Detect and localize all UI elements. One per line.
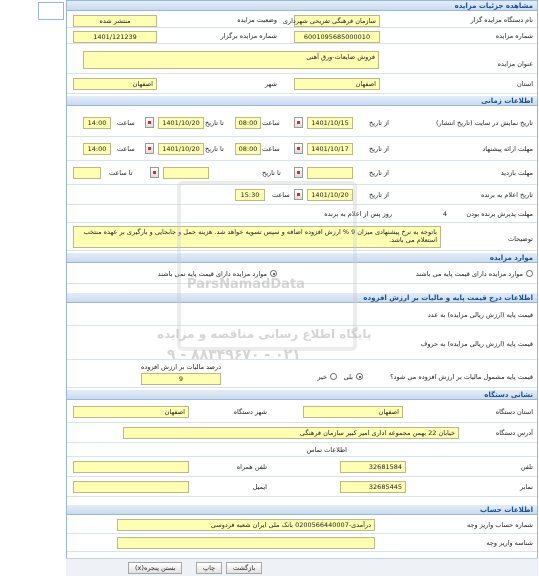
winner-time: 15:30 bbox=[235, 189, 265, 201]
desc-field: باتوجه به نرخ پیشنهادی میزان 9 % ارزش افزوده اضافه و سپس تسویه خواهد شد. هزینه حمل و جابجایی و بارگیری بر عهده منتخب استعلام می باشد. bbox=[73, 226, 441, 248]
number-label: شماره مزایده bbox=[495, 32, 533, 40]
offer-label: مهلت ارائه پیشنهاد bbox=[482, 145, 533, 153]
visit-from-date bbox=[307, 167, 353, 179]
visit-to-label: تا تاریخ bbox=[262, 169, 281, 177]
offer-to-date: 1401/10/20 bbox=[158, 143, 204, 155]
publish-to-time: 14:00 bbox=[83, 117, 111, 129]
agency-header: نشانی دستگاه bbox=[67, 390, 537, 400]
row-fax bbox=[67, 477, 537, 497]
mobile-label: تلفن همراه bbox=[236, 463, 267, 471]
watermark-stamp bbox=[177, 181, 357, 351]
detail-panel bbox=[66, 0, 538, 576]
account-number-field: درآمدی-0200566440007 بانک ملی ایران شعبه فردوسی bbox=[117, 519, 375, 531]
close-window-button[interactable]: بستن پنجره(x) bbox=[128, 562, 182, 574]
row-number bbox=[67, 28, 537, 44]
account-id-field bbox=[117, 537, 375, 549]
phone-field: 32681584 bbox=[340, 461, 406, 473]
price-num-label: قیمت پایه (ارزش ریالی مزایده) به عدد bbox=[427, 311, 533, 319]
agency-address-label: آدرس دستگاه bbox=[495, 429, 533, 437]
deadline-suffix: روز پس از اعلام به برنده bbox=[324, 210, 392, 218]
offer-from-label: از تاریخ bbox=[369, 145, 389, 153]
mobile-field bbox=[73, 461, 189, 473]
winner-date: 1401/10/20 bbox=[307, 189, 353, 201]
publish-from-label: از تاریخ bbox=[369, 119, 389, 127]
row-contact-title bbox=[67, 443, 537, 457]
agency-address-field: خیابان 22 بهمن مجموعه اداری امیر کبیر سازمان فرهنگی bbox=[123, 427, 459, 439]
city-field: اصفهان bbox=[73, 78, 157, 90]
winner-from-label: از تاریخ bbox=[369, 191, 389, 199]
row-publish bbox=[67, 107, 537, 137]
agency-city-label: شهر دستگاه bbox=[233, 408, 267, 416]
publish-to-label: تا تاریخ bbox=[205, 119, 224, 127]
subject-field: فروش ضایعات-ورق آهنی bbox=[83, 51, 379, 69]
desc-label: توضیحات bbox=[508, 235, 533, 243]
opt-has-base: موارد مزایده دارای قیمت پایه می باشند bbox=[415, 270, 523, 278]
timing-header: اطلاعات زمانی bbox=[67, 96, 537, 106]
publish-from-date: 1401/10/15 bbox=[307, 117, 353, 129]
province-field: اصفهان bbox=[294, 78, 380, 90]
corner-box bbox=[38, 2, 64, 20]
deadline-value: 4 bbox=[442, 210, 447, 218]
publish-to-date: 1401/10/20 bbox=[158, 117, 204, 129]
publish-from-time: 08:00 bbox=[235, 117, 261, 129]
fax-field: 32685445 bbox=[340, 481, 406, 493]
back-button[interactable]: بازگشت bbox=[226, 562, 262, 574]
org-field: سازمان فرهنگی تفریحی شهرداری bbox=[294, 15, 380, 27]
row-phone bbox=[67, 457, 537, 477]
reqnum-label: شماره مزایده برگزار bbox=[220, 32, 277, 40]
status-field: منتشر شده bbox=[73, 15, 157, 27]
footer-bar bbox=[66, 558, 538, 576]
calendar-icon[interactable] bbox=[294, 117, 303, 128]
number-field: 6001095685000010 bbox=[294, 31, 380, 43]
offer-from-time: 08:00 bbox=[235, 143, 261, 155]
vat-yes-label: بلی bbox=[343, 373, 353, 381]
calendar-icon[interactable] bbox=[150, 167, 159, 178]
row-location bbox=[67, 74, 537, 94]
opt-no-base: موارد مزایده دارای قیمت پایه نمی باشند bbox=[157, 270, 267, 278]
print-button[interactable]: چاپ bbox=[196, 562, 222, 574]
offer-to-time-label: ساعت bbox=[117, 145, 135, 153]
email-label: ایمیل bbox=[252, 483, 267, 491]
province-label: استان bbox=[517, 80, 533, 88]
agency-province-field: اصفهان bbox=[303, 406, 403, 418]
status-label: وضعیت مزایده bbox=[237, 16, 277, 24]
radio-vat-no[interactable] bbox=[330, 373, 337, 380]
radio-has-base[interactable] bbox=[526, 270, 533, 277]
publish-label: تاریخ نمایش در سایت (تاریخ انتشار) bbox=[435, 119, 533, 127]
city-label: شهر bbox=[264, 80, 277, 88]
row-offer bbox=[67, 137, 537, 161]
offer-to-label: تا تاریخ bbox=[205, 145, 224, 153]
account-id-label: شناسه واریز وجه bbox=[486, 539, 533, 547]
row-vat bbox=[67, 360, 537, 388]
subject-label: عنوان مزایده bbox=[497, 60, 533, 68]
publish-to-time-label: ساعت bbox=[117, 119, 135, 127]
reqnum-field: 1401/121239 bbox=[73, 31, 157, 43]
calendar-icon[interactable] bbox=[145, 117, 154, 128]
vat-pct-field: 9 bbox=[141, 373, 221, 385]
deadline-label: مهلت پذیرش برنده بودن bbox=[466, 210, 533, 218]
vat-no-label: خیر bbox=[317, 373, 327, 381]
visit-time-label: تا ساعت bbox=[109, 169, 133, 177]
agency-city-field: اصفهان bbox=[73, 406, 189, 418]
visit-label: مهلت بازدید bbox=[500, 169, 533, 177]
section-header: مشاهده جزئیات مزایده bbox=[67, 1, 537, 11]
org-label: نام دستگاه مزایده گزار bbox=[470, 16, 533, 24]
publish-from-time-label: ساعت bbox=[262, 119, 280, 127]
account-number-label: شماره حساب واریز وجه bbox=[467, 521, 533, 529]
calendar-icon[interactable] bbox=[294, 167, 303, 178]
winner-label: تاریخ اعلام به برنده bbox=[480, 191, 533, 199]
vat-pct-label: درصد مالیات بر ارزش افزوده bbox=[141, 363, 222, 371]
row-account bbox=[67, 516, 537, 534]
watermark-phone: ۰۲۱ - ۸۸۳۴۹۶۷۰ - ۹ bbox=[167, 347, 301, 363]
calendar-icon[interactable] bbox=[145, 143, 154, 154]
row-subject bbox=[67, 44, 537, 74]
price-header: اطلاعات درج قیمت پایه و مالیات بر ارزش افزوده bbox=[67, 293, 537, 303]
price-text-label: قیمت پایه (ارزش ریالی مزایده) به حروف bbox=[420, 340, 533, 348]
vat-question: قیمت پایه مشمول مالیات بر ارزش افزوده می شود؟ bbox=[390, 373, 533, 381]
winner-time-label: ساعت bbox=[272, 191, 290, 199]
visit-to-date bbox=[163, 167, 209, 179]
calendar-icon[interactable] bbox=[294, 143, 303, 154]
row-agency-address bbox=[67, 423, 537, 443]
offer-from-date: 1401/10/17 bbox=[307, 143, 353, 155]
agency-province-label: استان دستگاه bbox=[495, 408, 533, 416]
guarantee-header: موارد مزایده bbox=[67, 253, 537, 263]
row-org bbox=[67, 12, 537, 28]
contact-title: اطلاعات تماس bbox=[306, 446, 347, 454]
watermark-persian: پایگاه اطلاع رسانی مناقصه و مزایده bbox=[157, 327, 372, 341]
offer-to-time: 14:00 bbox=[83, 143, 111, 155]
fax-label: نمابر bbox=[520, 483, 533, 491]
radio-vat-yes[interactable] bbox=[356, 373, 363, 380]
visit-from-label: از تاریخ bbox=[369, 169, 389, 177]
email-field bbox=[73, 481, 189, 493]
offer-from-time-label: ساعت bbox=[262, 145, 280, 153]
row-agency-loc bbox=[67, 401, 537, 423]
account-header: اطلاعات حساب bbox=[67, 505, 537, 515]
phone-label: تلفن bbox=[520, 463, 533, 471]
visit-time bbox=[73, 167, 101, 179]
watermark-brand: ParsNamadData bbox=[187, 277, 305, 292]
row-account-id bbox=[67, 534, 537, 552]
